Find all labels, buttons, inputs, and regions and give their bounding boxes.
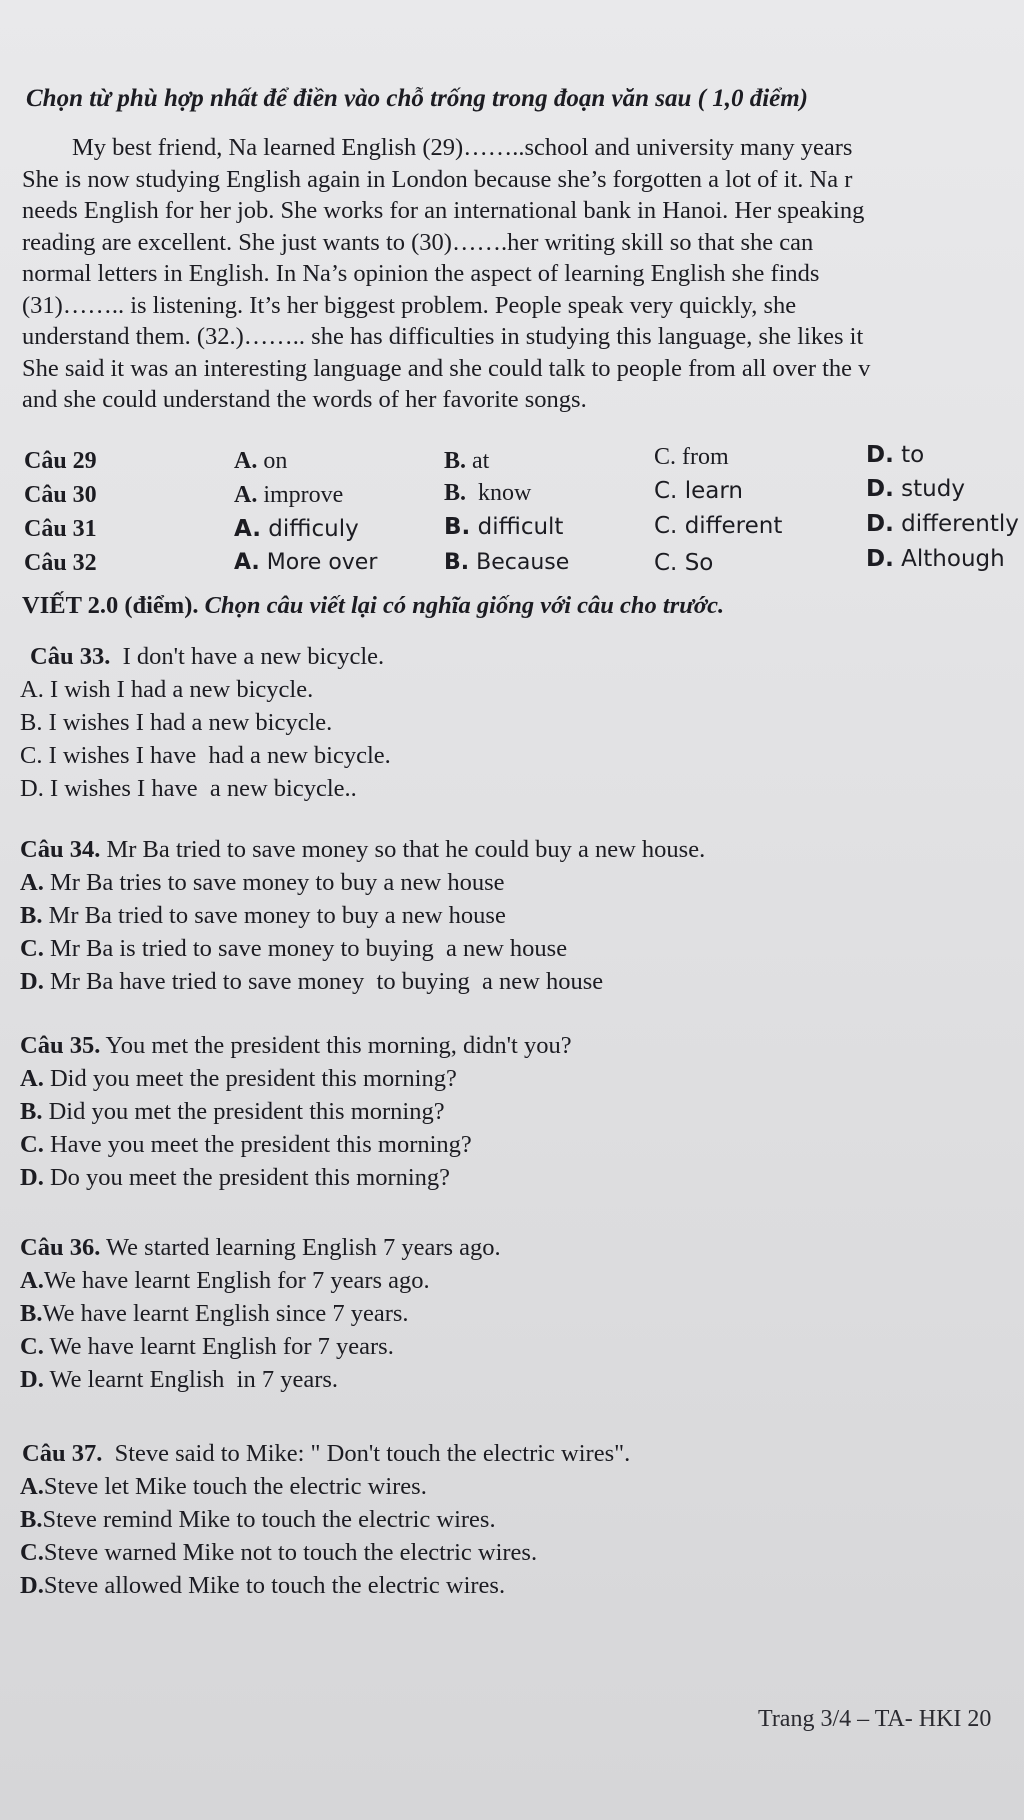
- passage-line: normal letters in English. In Na’s opinion the aspect of learning English she finds: [22, 260, 820, 287]
- choice-letter: C.: [20, 1539, 44, 1566]
- option-letter: A.: [234, 516, 261, 542]
- choice-text: Steve remind Mike to touch the electric wires.: [42, 1506, 496, 1533]
- choice-d: [20, 1569, 630, 1602]
- passage-line: and she could understand the words of her favorite songs.: [22, 386, 587, 413]
- question-stem: You met the president this morning, didn't you?: [105, 1032, 572, 1059]
- option-text: So: [684, 550, 714, 576]
- question-number: Câu 37.: [22, 1440, 103, 1467]
- option-a: [234, 516, 359, 542]
- choice-letter: D.: [20, 1366, 44, 1393]
- passage-line: understand them. (32.)…….. she has difficulties in studying this language, she likes it: [22, 323, 864, 350]
- option-letter: D.: [866, 476, 894, 502]
- option-a: [234, 482, 343, 509]
- passage-line: reading are excellent. She just wants to (30)…….her writing skill so that she can: [22, 228, 814, 256]
- choice-letter: B.: [20, 1506, 43, 1533]
- choice-letter: C.: [20, 1333, 44, 1360]
- option-text: difficult: [477, 514, 564, 540]
- option-letter: B.: [444, 550, 470, 575]
- option-text: different: [684, 513, 783, 539]
- choice-letter: C.: [20, 1131, 44, 1158]
- choice-letter: B.: [20, 1098, 43, 1125]
- option-text: difficuly: [268, 516, 359, 542]
- question-34: [20, 833, 705, 998]
- passage-line: My best friend, Na learned English (29)……..school and university many years: [72, 134, 853, 161]
- choice-letter: A.: [20, 1473, 44, 1500]
- option-letter: A.: [234, 448, 258, 474]
- choice-d: [20, 1161, 572, 1194]
- option-a: [234, 448, 287, 475]
- choice-letter: C.: [20, 935, 44, 962]
- option-text: differently: [901, 511, 1019, 537]
- choice-letter: D.: [20, 775, 44, 802]
- choice-text: Did you met the president this morning?: [48, 1098, 445, 1125]
- choice-letter: A.: [20, 869, 44, 896]
- option-letter: D.: [866, 546, 894, 572]
- option-letter: D.: [866, 511, 894, 537]
- choice-text: I wishes I have a new bicycle..: [49, 775, 357, 802]
- option-letter: C.: [654, 550, 678, 576]
- option-letter: C.: [654, 478, 678, 504]
- question-label: Câu 32: [24, 550, 97, 576]
- choice-b: [20, 1297, 501, 1330]
- choice-d: [20, 965, 705, 998]
- choice-letter: A.: [20, 1065, 44, 1092]
- option-letter: A.: [234, 482, 258, 508]
- option-text: know: [478, 480, 532, 506]
- option-b: [444, 448, 489, 475]
- question-36: [20, 1231, 501, 1396]
- question-number: Câu 34.: [20, 836, 101, 863]
- option-text: from: [682, 444, 729, 470]
- option-d: [866, 546, 1005, 572]
- choice-text: I wishes I have had a new bicycle.: [48, 742, 391, 769]
- choice-b: [20, 899, 705, 932]
- choice-letter: D.: [20, 1572, 44, 1599]
- question-37: [20, 1437, 630, 1602]
- choice-text: Mr Ba tried to save money to buy a new house: [48, 902, 506, 929]
- question-label: Câu 29: [24, 448, 97, 474]
- choice-c: [20, 739, 391, 772]
- section-title: VIẾT 2.0 (điểm).: [22, 592, 199, 619]
- choice-letter: B.: [20, 902, 43, 929]
- choice-text: We have learnt English for 7 years.: [49, 1333, 394, 1360]
- option-text: on: [263, 448, 288, 474]
- option-letter: C.: [654, 444, 677, 470]
- question-number: Câu 33.: [30, 643, 111, 670]
- question-stem: We started learning English 7 years ago.: [106, 1234, 501, 1261]
- section-instruction: Chọn câu viết lại có nghĩa giống với câu cho trước.: [204, 592, 725, 619]
- choice-text: Steve let Mike touch the electric wires.: [43, 1473, 427, 1500]
- option-b: [444, 550, 569, 575]
- choice-letter: B.: [20, 1300, 43, 1327]
- choice-letter: D.: [20, 968, 44, 995]
- option-letter: A.: [234, 550, 260, 575]
- option-text: to: [901, 442, 925, 468]
- choice-letter: C.: [20, 742, 43, 769]
- choice-b: [20, 1503, 630, 1536]
- choice-letter: A.: [20, 676, 44, 703]
- option-b: [444, 514, 563, 540]
- choice-letter: D.: [20, 1164, 44, 1191]
- choice-text: I wish I had a new bicycle.: [49, 676, 314, 703]
- question-number: Câu 36.: [20, 1234, 101, 1261]
- passage-line: She said it was an interesting language and she could talk to people from all over the v: [22, 354, 871, 382]
- question-stem: I don't have a new bicycle.: [122, 643, 385, 670]
- question-stem: Mr Ba tried to save money so that he could buy a new house.: [106, 836, 706, 863]
- option-d: [866, 476, 965, 502]
- question-33: [20, 640, 391, 805]
- choice-text: Have you meet the president this morning?: [49, 1131, 472, 1158]
- passage-line: (31)…….. is listening. It’s her biggest problem. People speak very quickly, she: [22, 291, 797, 319]
- choice-d: [20, 1363, 501, 1396]
- option-text: Although: [901, 546, 1005, 572]
- choice-text: Steve allowed Mike to touch the electric wires.: [43, 1572, 506, 1599]
- question-number: Câu 35.: [20, 1032, 101, 1059]
- option-b: [444, 480, 531, 507]
- choice-a: [20, 673, 391, 706]
- option-text: Because: [476, 550, 570, 575]
- option-d: [866, 442, 924, 468]
- choice-b: [20, 706, 391, 739]
- option-c: [654, 550, 713, 576]
- choice-text: We have learnt English for 7 years ago.: [43, 1267, 430, 1294]
- choice-letter: A.: [20, 1267, 44, 1294]
- option-c: [654, 513, 782, 539]
- choice-text: Do you meet the president this morning?: [49, 1164, 451, 1191]
- choice-a: [20, 866, 705, 899]
- cloze-instruction-heading: Chọn từ phù hợp nhất để điền vào chỗ trống trong đoạn văn sau ( 1,0 điểm): [26, 85, 809, 112]
- option-text: learn: [684, 478, 743, 504]
- option-text: More over: [266, 550, 378, 575]
- option-text: improve: [263, 482, 344, 508]
- option-text: at: [472, 448, 490, 474]
- page-footer: Trang 3/4 – TA- HKI 20: [758, 1706, 992, 1732]
- choice-a: [20, 1264, 501, 1297]
- option-d: [866, 511, 1019, 537]
- choice-d: [20, 772, 391, 805]
- choice-text: Mr Ba have tried to save money to buying a new house: [49, 968, 604, 995]
- option-text: study: [901, 476, 965, 502]
- choice-text: Did you meet the president this morning?: [49, 1065, 457, 1092]
- writing-section-heading: [22, 592, 724, 620]
- option-letter: C.: [654, 513, 678, 539]
- choice-c: [20, 1536, 630, 1569]
- choice-c: [20, 932, 705, 965]
- choice-c: [20, 1128, 572, 1161]
- choice-b: [20, 1095, 572, 1128]
- question-stem: Steve said to Mike: " Don't touch the electric wires".: [114, 1440, 631, 1467]
- choice-text: I wishes I had a new bicycle.: [48, 709, 333, 736]
- passage-line: needs English for her job. She works for an international bank in Hanoi. Her speaking: [22, 197, 865, 224]
- choice-text: Steve warned Mike not to touch the electric wires.: [43, 1539, 538, 1566]
- passage-line: She is now studying English again in London because she’s forgotten a lot of it. Na r: [22, 165, 853, 193]
- option-a: [234, 550, 377, 575]
- question-label: Câu 30: [24, 482, 97, 508]
- option-letter: B.: [444, 514, 471, 540]
- option-c: [654, 444, 729, 471]
- reading-passage: [22, 132, 1024, 416]
- choice-a: [20, 1470, 630, 1503]
- option-letter: B.: [444, 480, 467, 506]
- option-letter: B.: [444, 448, 467, 474]
- question-label: Câu 31: [24, 516, 97, 542]
- choice-letter: B.: [20, 709, 43, 736]
- question-35: [20, 1029, 572, 1194]
- choice-a: [20, 1062, 572, 1095]
- choice-text: Mr Ba tries to save money to buy a new house: [49, 869, 505, 896]
- option-letter: D.: [866, 442, 894, 468]
- choice-c: [20, 1330, 501, 1363]
- choice-text: Mr Ba is tried to save money to buying a new house: [49, 935, 568, 962]
- choice-text: We have learnt English since 7 years.: [42, 1300, 409, 1327]
- option-c: [654, 478, 743, 504]
- choice-text: We learnt English in 7 years.: [49, 1366, 339, 1393]
